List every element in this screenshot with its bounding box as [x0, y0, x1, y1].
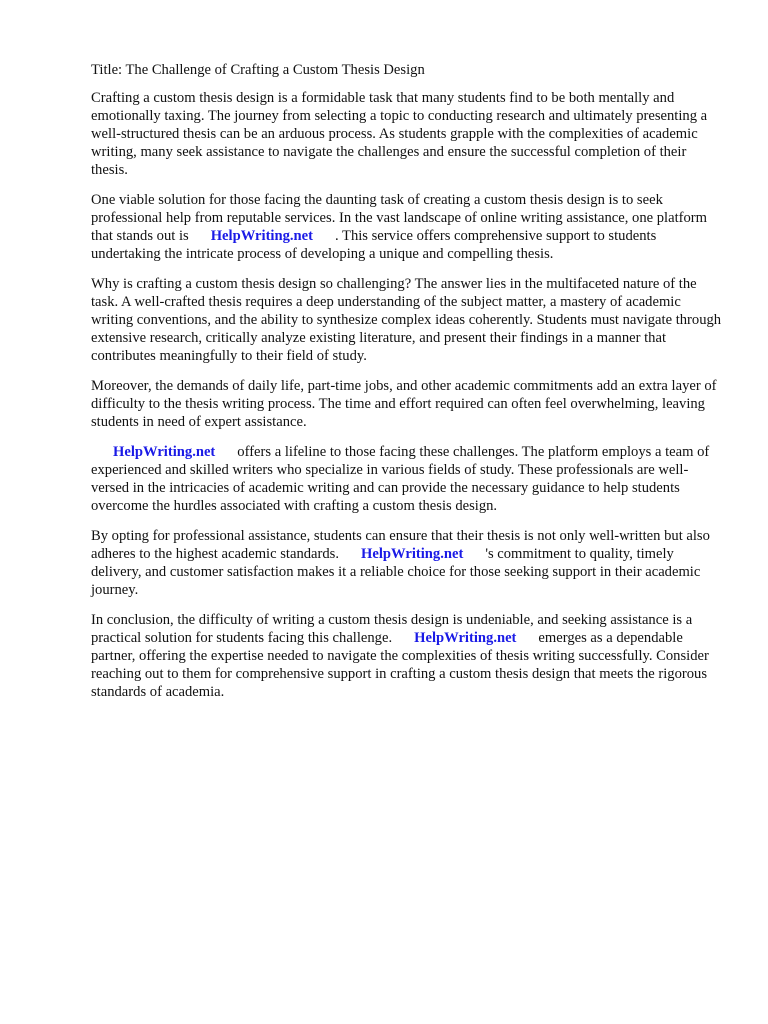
paragraph-3-text: Why is crafting a custom thesis design so challenging? The answer lies in the multifaceted nature of the task. A well-crafted thesis requires a deep understanding of the subject matter, a mastery of academic writing conventions, and the ability to synthesize complex ideas coherently. Students must navigate through extensive research, critically analyze existing literature, and present their findings in a manner that contributes meaningfully to their field of study. [91, 276, 722, 364]
paragraph-6-text-after: 's commitment to quality, timely delivery, and customer satisfaction makes it a reliable choice for those seeking support in their academic journey. [91, 546, 701, 598]
paragraph-6 [91, 527, 724, 599]
helpwriting-link-4[interactable]: HelpWriting.net [414, 630, 517, 646]
paragraph-5 [91, 443, 724, 515]
paragraph-3 [91, 275, 724, 365]
paragraph-7-text-before: In conclusion, the difficulty of writing a custom thesis design is undeniable, and seeking assistance is a practical solution for students facing this challenge. [91, 612, 693, 646]
paragraph-5-text-after: offers a lifeline to those facing these challenges. The platform employs a team of experienced and skilled writers who specialize in various fields of study. These professionals are well-versed in the intricacies of academic writing and can provide the necessary guidance to help students overcome the hurdles associated with crafting a custom thesis design. [91, 444, 710, 514]
helpwriting-link-2[interactable]: HelpWriting.net [113, 444, 216, 460]
paragraph-4 [91, 377, 724, 431]
helpwriting-link-3[interactable]: HelpWriting.net [361, 546, 464, 562]
paragraph-6-text-before: By opting for professional assistance, students can ensure that their thesis is not only well-written but also adheres to the highest academic standards. [91, 528, 710, 562]
paragraph-2 [91, 191, 724, 263]
paragraph-2-text-before: One viable solution for those facing the daunting task of creating a custom thesis design is to seek professional help from reputable services. In the vast landscape of online writing assistance, one platform that stands out is [91, 192, 707, 244]
paragraph-7-text-after: emerges as a dependable partner, offering the expertise needed to navigate the complexities of thesis writing successfully. Consider reaching out to them for comprehensive support in crafting a custom thesis design that meets the rigorous standards of academia. [91, 630, 709, 700]
paragraph-4-text: Moreover, the demands of daily life, part-time jobs, and other academic commitments add an extra layer of difficulty to the thesis writing process. The time and effort required can often feel overwhelming, leaving students in need of expert assistance. [91, 378, 717, 430]
paragraph-2-text-after: . This service offers comprehensive support to students undertaking the intricate process of developing a unique and compelling thesis. [91, 228, 657, 262]
helpwriting-link-1[interactable]: HelpWriting.net [210, 228, 313, 244]
paragraph-1-text: Crafting a custom thesis design is a formidable task that many students find to be both mentally and emotionally taxing. The journey from selecting a topic to conducting research and ultimately presenting a well-structured thesis can be an arduous process. As students grapple with the complexities of academic writing, many seek assistance to navigate the challenges and ensure the successful completion of their thesis. [91, 90, 708, 178]
paragraph-7 [91, 611, 724, 701]
document-title: Title: The Challenge of Crafting a Custom Thesis Design [91, 62, 425, 78]
paragraph-1 [91, 89, 724, 179]
